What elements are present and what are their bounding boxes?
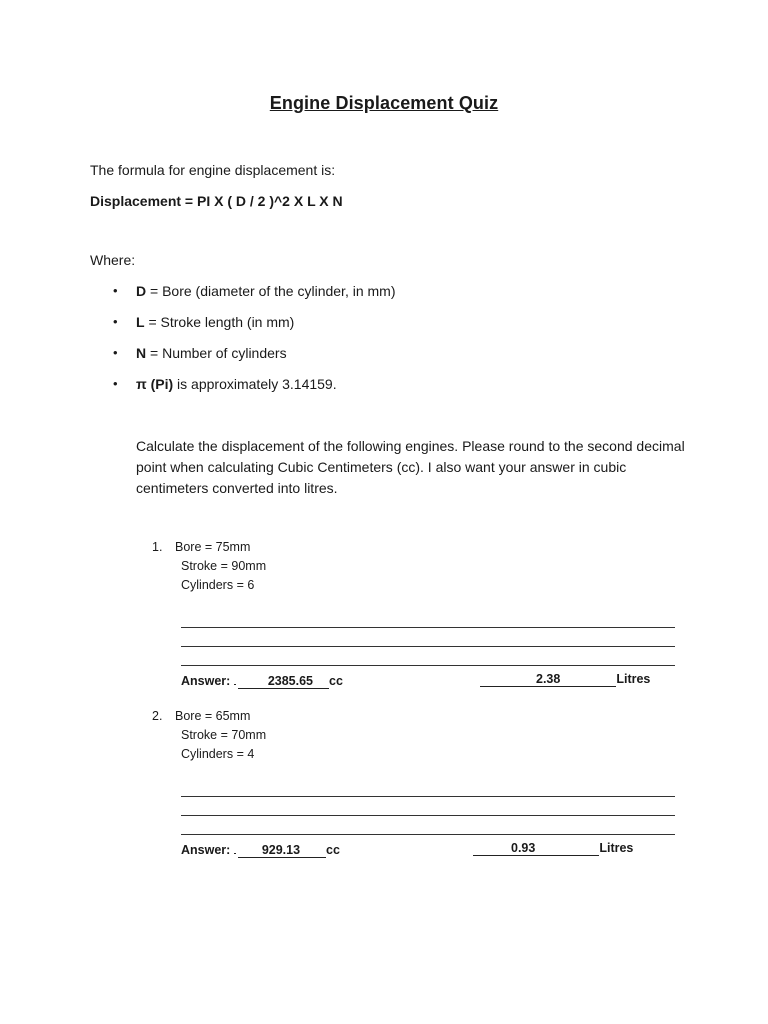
answer-label: Answer:: [181, 843, 231, 857]
work-line: [181, 834, 675, 835]
definition-text: = Number of cylinders: [146, 345, 287, 361]
definition-symbol: N: [136, 345, 147, 361]
bullet-icon: •: [113, 376, 118, 391]
problem-bore: Bore = 65mm: [175, 709, 251, 723]
problem-stroke: Stroke = 90mm: [181, 559, 267, 573]
definition-item-pi: [113, 376, 337, 392]
work-line: [181, 665, 675, 666]
problem-stroke: Stroke = 70mm: [181, 728, 267, 742]
definition-text: = Stroke length (in mm): [144, 314, 295, 330]
formula-text: Displacement = PI X ( D / 2 )^2 X L X N: [90, 193, 343, 209]
answer-cc: [181, 841, 340, 857]
problem-cylinders: Cylinders = 4: [181, 747, 255, 761]
problem-number: 2.: [152, 709, 163, 723]
definition-item-n: [113, 345, 287, 361]
page-title: Engine Displacement Quiz: [269, 93, 499, 113]
answer-cc-unit: cc: [326, 843, 340, 857]
work-line: [181, 815, 675, 816]
where-label: Where:: [90, 252, 136, 268]
definition-item-l: [113, 314, 295, 330]
answer-cc-value: 929.13: [238, 843, 326, 858]
definition-item-d: [113, 283, 396, 299]
answer-litres: [473, 841, 633, 855]
definition-text: is approximately 3.14159.: [173, 376, 337, 392]
answer-cc-value: 2385.65: [238, 674, 329, 689]
definition-symbol: D: [136, 283, 147, 299]
definition-symbol: π (Pi): [136, 376, 174, 392]
bullet-icon: •: [113, 283, 118, 298]
definition-text: = Bore (diameter of the cylinder, in mm): [146, 283, 396, 299]
answer-litres-value: 2.38: [480, 672, 616, 687]
answer-litres-unit: Litres: [599, 841, 634, 855]
answer-litres: [480, 672, 650, 686]
answer-cc: [181, 672, 343, 688]
work-line: [181, 627, 675, 628]
answer-litres-value: 0.93: [473, 841, 599, 856]
work-line: [181, 796, 675, 797]
answer-label: Answer:: [181, 674, 231, 688]
definition-symbol: L: [136, 314, 145, 330]
work-line: [181, 646, 675, 647]
problem-bore: Bore = 75mm: [175, 540, 251, 554]
problem-number: 1.: [152, 540, 163, 554]
answer-cc-unit: cc: [329, 674, 343, 688]
answer-litres-unit: Litres: [616, 672, 651, 686]
problem-cylinders: Cylinders = 6: [181, 578, 255, 592]
intro-text: The formula for engine displacement is:: [90, 162, 336, 178]
bullet-icon: •: [113, 314, 118, 329]
instructions-paragraph: Calculate the displacement of the following engines. Please round to the second decimal point when calculating Cubic Centimeters (cc). I also want your answer in cubic centimeters converted into litres.: [136, 438, 685, 496]
bullet-icon: •: [113, 345, 118, 360]
